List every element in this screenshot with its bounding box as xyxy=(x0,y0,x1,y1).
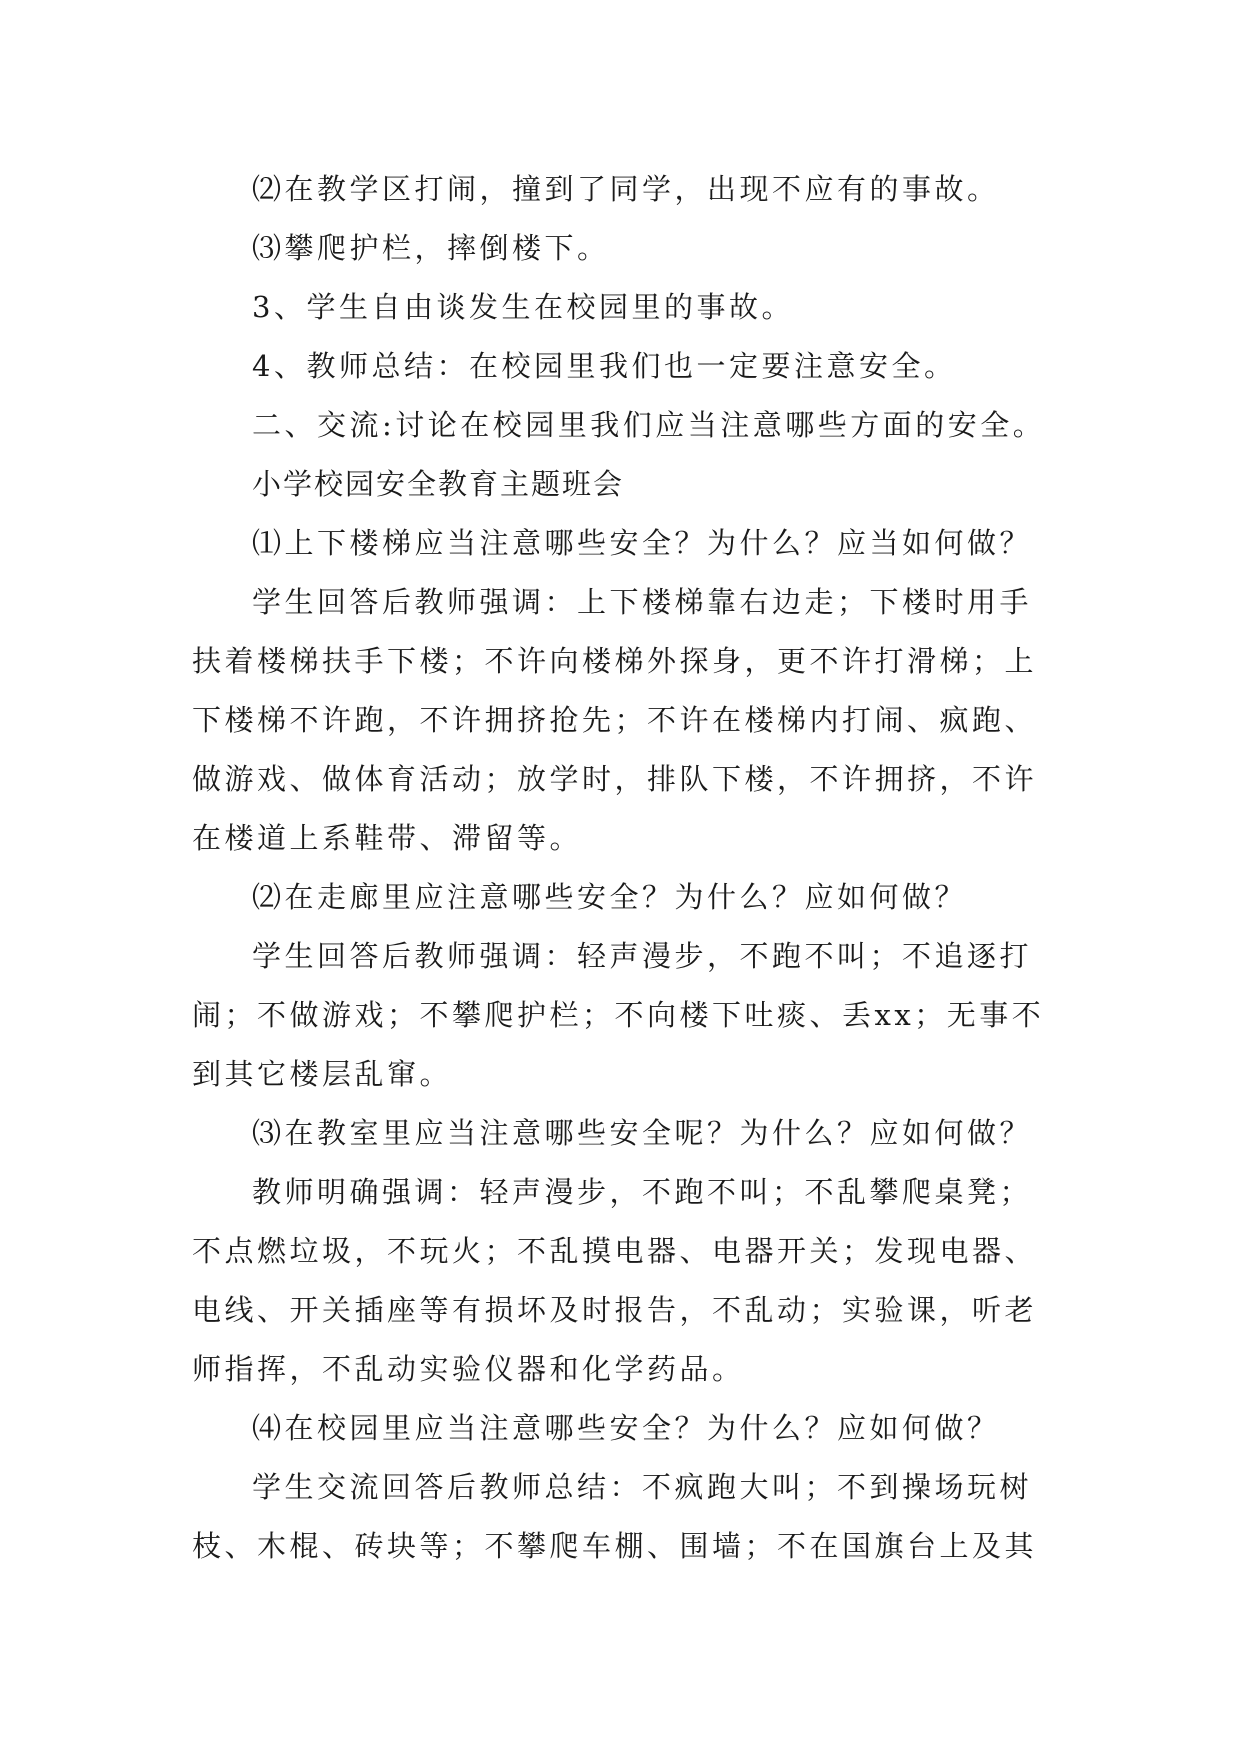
paragraph-line: 3、学生自由谈发生在校园里的事故。 xyxy=(252,290,794,324)
paragraph-line: 学生交流回答后教师总结：不疯跑大叫；不到操场玩树 xyxy=(252,1470,1033,1504)
paragraph-line: ⑶攀爬护栏，摔倒楼下。 xyxy=(252,231,610,265)
paragraph-line: ⑵在走廊里应注意哪些安全？为什么？应如何做？ xyxy=(252,880,968,914)
paragraph-line: 在楼道上系鞋带、滞留等。 xyxy=(192,821,583,855)
paragraph-line: 闹；不做游戏；不攀爬护栏；不向楼下吐痰、丢xx；无事不 xyxy=(192,998,1045,1032)
paragraph-line: 扶着楼梯扶手下楼；不许向楼梯外探身，更不许打滑梯；上 xyxy=(192,644,1038,678)
paragraph-line: ⑵在教学区打闹，撞到了同学，出现不应有的事故。 xyxy=(252,172,1000,206)
paragraph-line: 学生回答后教师强调：轻声漫步，不跑不叫；不追逐打 xyxy=(252,939,1033,973)
paragraph-line: 到其它楼层乱窜。 xyxy=(192,1057,453,1091)
section-title: 小学校园安全教育主题班会 xyxy=(252,467,625,501)
paragraph-line: 师指挥，不乱动实验仪器和化学药品。 xyxy=(192,1352,745,1386)
paragraph-line: 4、教师总结：在校园里我们也一定要注意安全。 xyxy=(252,349,957,383)
paragraph-line: ⑷在校园里应当注意哪些安全？为什么？应如何做？ xyxy=(252,1411,1000,1445)
paragraph-line: 学生回答后教师强调：上下楼梯靠右边走；下楼时用手 xyxy=(252,585,1033,619)
document-body xyxy=(192,160,1072,1576)
paragraph-line: 枝、木棍、砖块等；不攀爬车棚、围墙；不在国旗台上及其 xyxy=(192,1529,1038,1563)
paragraph-line: 做游戏、做体育活动；放学时，排队下楼，不许拥挤，不许 xyxy=(192,762,1038,796)
paragraph-line: 二、交流:讨论在校园里我们应当注意哪些方面的安全。 xyxy=(252,408,1046,442)
paragraph-line: ⑴上下楼梯应当注意哪些安全？为什么？应当如何做？ xyxy=(252,526,1033,560)
paragraph-line: 教师明确强调：轻声漫步，不跑不叫；不乱攀爬桌凳； xyxy=(252,1175,1033,1209)
paragraph-line: 下楼梯不许跑，不许拥挤抢先；不许在楼梯内打闹、疯跑、 xyxy=(192,703,1038,737)
paragraph-line: 不点燃垃圾，不玩火；不乱摸电器、电器开关；发现电器、 xyxy=(192,1234,1038,1268)
paragraph-line: 电线、开关插座等有损坏及时报告，不乱动；实验课，听老 xyxy=(192,1293,1038,1327)
paragraph-line: ⑶在教室里应当注意哪些安全呢？为什么？应如何做？ xyxy=(252,1116,1033,1150)
